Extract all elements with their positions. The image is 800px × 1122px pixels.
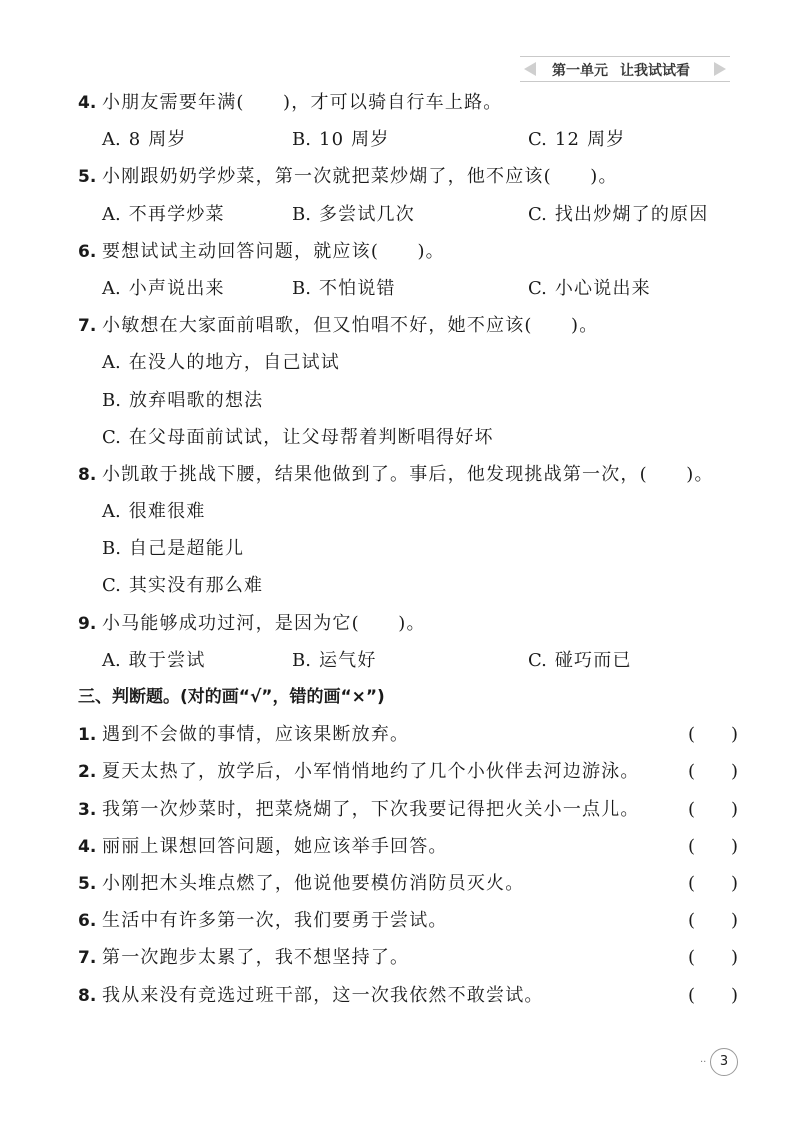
option-b [292,196,528,233]
judgment-6 [78,902,738,939]
question-text: 小凯敢于挑战下腰，结果他做到了。事后，他发现挑战第一次，( )。 [102,463,714,485]
question-text: 我从来没有竞选过班干部，这一次我依然不敢尝试。 [102,984,544,1006]
question-text: 我第一次炒菜时，把菜烧煳了，下次我要记得把火关小一点儿。 [102,798,640,820]
question-number: 2. [78,762,97,783]
option-letter: A. [102,277,121,299]
header-unit: 第一单元 [552,63,608,79]
question-number: 8. [78,985,97,1006]
question-4 [78,84,738,121]
option-letter: C. [528,203,547,225]
page-header [520,56,730,82]
judgment-8 [78,977,738,1014]
option-text: 小心说出来 [554,277,651,299]
option-letter: A. [102,649,121,671]
option-letter: C. [528,277,547,299]
option-b [292,270,528,307]
option-text: 不怕说错 [318,277,396,299]
option-text: 不再学炒菜 [128,203,225,225]
option-c [528,121,626,158]
question-text: 小马能够成功过河，是因为它( )。 [102,612,426,634]
question-9-options [78,642,738,679]
option-letter: A. [102,501,121,523]
answer-blank: ( ) [687,724,738,746]
option-letter: C. [528,649,547,671]
question-6-options [78,270,738,307]
option-a [102,270,292,307]
answer-blank: ( ) [687,910,738,932]
question-text: 小刚把木头堆点燃了，他说他要模仿消防员灭火。 [102,872,525,894]
question-number: 4. [78,93,97,113]
option-text: 敢于尝试 [128,649,206,671]
option-text: 找出炒煳了的原因 [554,203,709,225]
question-number: 7. [78,316,97,337]
question-text: 丽丽上课想回答问题，她应该举手回答。 [102,835,448,857]
section-3-title: 三、判断题。(对的画“√”，错的画“×”) [78,687,385,707]
option-text: 多尝试几次 [318,203,415,225]
triangle-right-icon [714,62,726,76]
question-number: 3. [78,799,97,820]
question-text: 遇到不会做的事情，应该果断放弃。 [102,724,410,746]
question-text: 生活中有许多第一次，我们要勇于尝试。 [102,910,448,932]
answer-blank: ( ) [687,872,738,894]
question-number: 6. [78,911,97,932]
option-text: 运气好 [318,649,377,671]
option-b [78,530,738,567]
option-a [102,121,292,158]
option-letter: B. [292,129,311,151]
question-number: 7. [78,948,97,969]
option-letter: B. [102,538,121,560]
judgment-2 [78,753,738,790]
question-number: 6. [78,241,97,262]
option-text: 12 周岁 [554,129,626,151]
option-text: 8 周岁 [128,129,187,151]
option-a [78,344,738,381]
option-text: 自己是超能儿 [128,538,245,560]
question-text: 夏天太热了，放学后，小军悄悄地约了几个小伙伴去河边游泳。 [102,761,640,783]
worksheet-content [78,84,738,1014]
option-letter: B. [292,203,311,225]
option-c [78,567,738,604]
option-c [528,270,651,307]
option-letter: B. [292,277,311,299]
question-9 [78,605,738,642]
question-text: 第一次跑步太累了，我不想坚持了。 [102,947,410,969]
option-a [102,196,292,233]
dots-icon: ·· [700,1057,707,1068]
option-text: 放弃唱歌的想法 [128,389,264,411]
option-c [528,642,632,679]
option-text: 10 周岁 [318,129,390,151]
question-5-options [78,196,738,233]
judgment-7 [78,939,738,976]
answer-blank: ( ) [687,761,738,783]
option-text: 很难很难 [128,501,206,523]
question-text: 要想试试主动回答问题，就应该( )。 [102,240,445,262]
option-letter: B. [102,389,121,411]
header-text [552,60,690,80]
question-number: 5. [78,873,97,894]
option-letter: A. [102,203,121,225]
question-6 [78,233,738,270]
option-text: 小声说出来 [128,277,225,299]
question-number: 4. [78,836,97,857]
page-number: 3 [710,1048,738,1076]
answer-blank: ( ) [687,798,738,820]
option-text: 其实没有那么难 [128,575,264,597]
question-8 [78,456,738,493]
option-c [528,196,708,233]
option-b [292,121,528,158]
question-7 [78,307,738,344]
judgment-3 [78,791,738,828]
question-number: 1. [78,725,97,746]
option-letter: A. [102,129,121,151]
option-c [78,419,738,456]
question-number: 8. [78,464,97,485]
question-4-options [78,121,738,158]
question-text: 小敏想在大家面前唱歌，但又怕唱不好，她不应该( )。 [102,315,599,337]
option-text: 在没人的地方，自己试试 [128,352,340,374]
option-letter: C. [102,426,121,448]
option-letter: C. [528,129,547,151]
option-a [78,493,738,530]
answer-blank: ( ) [687,947,738,969]
option-b [292,642,528,679]
option-letter: C. [102,575,121,597]
judgment-4 [78,828,738,865]
answer-blank: ( ) [687,835,738,857]
question-5 [78,158,738,195]
question-text: 小刚跟奶奶学炒菜，第一次就把菜炒煳了，他不应该( )。 [102,166,618,188]
header-title: 让我试试看 [620,63,690,79]
option-text: 在父母面前试试，让父母帮着判断唱得好坏 [128,426,494,448]
question-text: 小朋友需要年满( )，才可以骑自行车上路。 [102,92,503,113]
page-number-badge [700,1044,740,1078]
judgment-5 [78,865,738,902]
option-letter: A. [102,352,121,374]
triangle-left-icon [524,62,536,76]
option-text: 碰巧而已 [554,649,632,671]
question-number: 5. [78,167,97,188]
option-letter: B. [292,649,311,671]
answer-blank: ( ) [687,984,738,1006]
option-b [78,382,738,419]
option-a [102,642,292,679]
question-number: 9. [78,613,97,634]
judgment-1 [78,716,738,753]
